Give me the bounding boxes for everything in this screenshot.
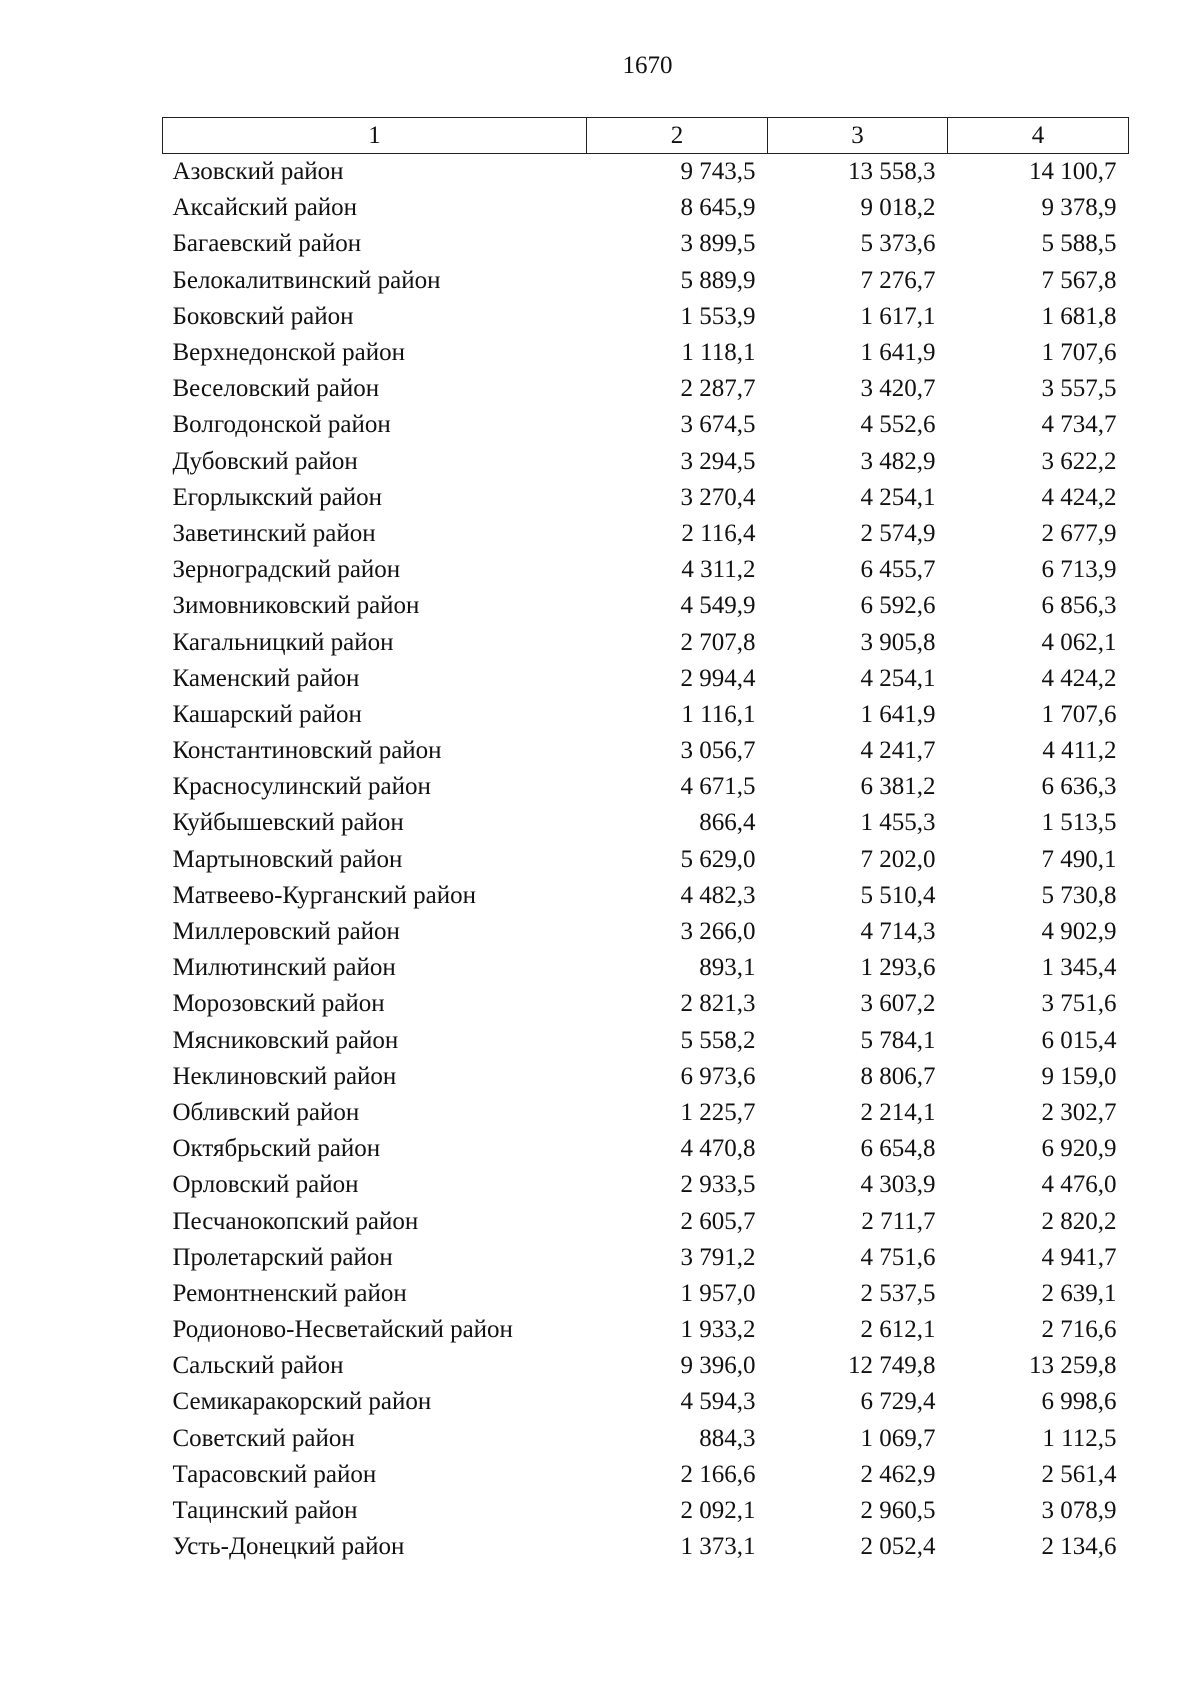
district-name-cell: Верхнедонской район xyxy=(172,339,405,367)
value-col3-cell: 5 373,6 xyxy=(860,230,936,258)
value-col3-cell: 1 641,9 xyxy=(860,339,936,367)
table-row xyxy=(163,769,1129,805)
value-col3-cell: 2 574,9 xyxy=(860,519,936,547)
value-col4-cell: 5 730,8 xyxy=(1041,881,1117,909)
value-col2-cell: 3 791,2 xyxy=(680,1243,756,1271)
district-name-cell: Зимовниковский район xyxy=(172,592,420,620)
value-col2-cell: 3 266,0 xyxy=(680,918,756,946)
table-row xyxy=(163,1384,1129,1420)
value-col2-cell: 2 707,8 xyxy=(680,628,756,656)
district-name-cell: Аксайский район xyxy=(172,194,358,222)
value-col3-cell: 3 905,8 xyxy=(860,628,936,656)
table-row xyxy=(163,371,1129,407)
value-col2-cell: 2 821,3 xyxy=(680,990,756,1018)
value-col3-cell: 6 654,8 xyxy=(860,1135,936,1163)
header-row xyxy=(163,118,1129,154)
value-col4-cell: 4 424,2 xyxy=(1041,664,1117,692)
value-col2-cell: 893,1 xyxy=(699,954,756,982)
district-name-cell: Азовский район xyxy=(172,158,344,186)
value-col4-cell: 6 015,4 xyxy=(1041,1026,1117,1054)
value-col2-cell: 1 553,9 xyxy=(680,302,756,330)
table-row xyxy=(163,407,1129,443)
district-name-cell: Матвеево-Курганский район xyxy=(172,881,477,909)
table-row xyxy=(163,1457,1129,1493)
value-col3-cell: 4 254,1 xyxy=(860,483,936,511)
value-col3-cell: 6 592,6 xyxy=(860,592,936,620)
value-col3-cell: 1 293,6 xyxy=(860,954,936,982)
district-name-cell: Тарасовский район xyxy=(172,1460,377,1488)
district-name-cell: Неклиновский район xyxy=(172,1062,397,1090)
value-col4-cell: 13 259,8 xyxy=(1029,1352,1117,1380)
value-col4-cell: 3 622,2 xyxy=(1041,447,1117,475)
district-name-cell: Багаевский район xyxy=(172,230,362,258)
value-col3-cell: 1 069,7 xyxy=(860,1424,936,1452)
value-col4-cell: 1 681,8 xyxy=(1041,302,1117,330)
table-row xyxy=(163,878,1129,914)
district-name-cell: Октябрьский район xyxy=(172,1135,381,1163)
value-col2-cell: 1 957,0 xyxy=(680,1279,756,1307)
value-col3-cell: 2 711,7 xyxy=(861,1207,936,1235)
value-col2-cell: 5 558,2 xyxy=(680,1026,756,1054)
value-col4-cell: 6 920,9 xyxy=(1041,1135,1117,1163)
value-col4-cell: 2 302,7 xyxy=(1041,1098,1117,1126)
value-col2-cell: 1 933,2 xyxy=(680,1316,756,1344)
table-row xyxy=(163,1348,1129,1384)
district-name-cell: Веселовский район xyxy=(172,375,380,403)
value-col2-cell: 2 166,6 xyxy=(680,1460,756,1488)
value-col3-cell: 3 607,2 xyxy=(860,990,936,1018)
value-col4-cell: 7 567,8 xyxy=(1041,266,1117,294)
district-name-cell: Орловский район xyxy=(172,1171,359,1199)
value-col3-cell: 12 749,8 xyxy=(848,1352,936,1380)
value-col2-cell: 2 092,1 xyxy=(680,1497,756,1525)
value-col4-cell: 3 751,6 xyxy=(1041,990,1117,1018)
value-col4-cell: 1 112,5 xyxy=(1042,1424,1117,1452)
district-name-cell: Пролетарский район xyxy=(172,1243,393,1271)
value-col2-cell: 3 674,5 xyxy=(680,411,756,439)
value-col2-cell: 3 899,5 xyxy=(680,230,756,258)
value-col2-cell: 1 116,1 xyxy=(681,700,756,728)
value-col3-cell: 1 641,9 xyxy=(860,700,936,728)
value-col4-cell: 9 159,0 xyxy=(1041,1062,1117,1090)
table-row xyxy=(163,480,1129,516)
value-col4-cell: 9 378,9 xyxy=(1041,194,1117,222)
value-col3-cell: 2 214,1 xyxy=(860,1098,936,1126)
value-col3-cell: 2 052,4 xyxy=(860,1533,936,1561)
value-col4-cell: 2 716,6 xyxy=(1041,1316,1117,1344)
value-col2-cell: 9 743,5 xyxy=(680,158,756,186)
value-col4-cell: 4 424,2 xyxy=(1041,483,1117,511)
district-name-cell: Мартыновский район xyxy=(172,845,403,873)
value-col4-cell: 2 639,1 xyxy=(1041,1279,1117,1307)
value-col4-cell: 6 998,6 xyxy=(1041,1388,1117,1416)
value-col3-cell: 3 420,7 xyxy=(860,375,936,403)
table-row xyxy=(163,1421,1129,1457)
value-col4-cell: 4 411,2 xyxy=(1042,737,1117,765)
value-col2-cell: 2 994,4 xyxy=(680,664,756,692)
value-col4-cell: 1 513,5 xyxy=(1041,809,1117,837)
table-row xyxy=(163,661,1129,697)
district-name-cell: Родионово-Несветайский район xyxy=(172,1316,513,1344)
district-name-cell: Морозовский район xyxy=(172,990,385,1018)
table-row xyxy=(163,1529,1129,1565)
header-cell-4: 4 xyxy=(948,118,1129,154)
value-col4-cell: 1 345,4 xyxy=(1041,954,1117,982)
value-col3-cell: 4 751,6 xyxy=(860,1243,936,1271)
value-col4-cell: 2 561,4 xyxy=(1041,1460,1117,1488)
table-row xyxy=(163,444,1129,480)
table-row xyxy=(163,914,1129,950)
header-cell-1: 1 xyxy=(163,118,587,154)
district-name-cell: Кашарский район xyxy=(172,700,362,728)
value-col4-cell: 2 820,2 xyxy=(1041,1207,1117,1235)
value-col2-cell: 6 973,6 xyxy=(680,1062,756,1090)
table-row xyxy=(163,1167,1129,1203)
value-col3-cell: 1 617,1 xyxy=(860,302,936,330)
table-row xyxy=(163,588,1129,624)
district-name-cell: Константиновский район xyxy=(172,737,442,765)
table-row xyxy=(163,1095,1129,1131)
value-col4-cell: 6 713,9 xyxy=(1041,556,1117,584)
district-name-cell: Егорлыкский район xyxy=(172,483,382,511)
value-col2-cell: 4 311,2 xyxy=(681,556,756,584)
value-col4-cell: 1 707,6 xyxy=(1041,700,1117,728)
table-row xyxy=(163,516,1129,552)
value-col3-cell: 4 714,3 xyxy=(860,918,936,946)
district-name-cell: Песчанокопский район xyxy=(172,1207,419,1235)
district-name-cell: Милютинский район xyxy=(172,954,396,982)
district-name-cell: Зерноградский район xyxy=(172,556,401,584)
value-col4-cell: 6 856,3 xyxy=(1041,592,1117,620)
value-col2-cell: 2 287,7 xyxy=(680,375,756,403)
value-col2-cell: 1 225,7 xyxy=(680,1098,756,1126)
district-name-cell: Советский район xyxy=(172,1424,355,1452)
value-col2-cell: 5 889,9 xyxy=(680,266,756,294)
table-row xyxy=(163,1023,1129,1059)
district-name-cell: Боковский район xyxy=(172,302,354,330)
value-col4-cell: 4 734,7 xyxy=(1041,411,1117,439)
value-col3-cell: 6 455,7 xyxy=(860,556,936,584)
value-col3-cell: 2 462,9 xyxy=(860,1460,936,1488)
district-name-cell: Красносулинский район xyxy=(172,773,431,801)
value-col2-cell: 2 933,5 xyxy=(680,1171,756,1199)
district-name-cell: Каменский район xyxy=(172,664,360,692)
value-col4-cell: 4 902,9 xyxy=(1041,918,1117,946)
district-name-cell: Мясниковский район xyxy=(172,1026,399,1054)
value-col3-cell: 9 018,2 xyxy=(860,194,936,222)
value-col2-cell: 866,4 xyxy=(699,809,756,837)
value-col3-cell: 8 806,7 xyxy=(860,1062,936,1090)
header-cell-3: 3 xyxy=(768,118,948,154)
value-col3-cell: 4 241,7 xyxy=(860,737,936,765)
value-col2-cell: 1 118,1 xyxy=(681,339,756,367)
value-col2-cell: 4 594,3 xyxy=(680,1388,756,1416)
value-col2-cell: 3 294,5 xyxy=(680,447,756,475)
table-row xyxy=(163,226,1129,262)
district-name-cell: Тацинский район xyxy=(172,1497,358,1525)
value-col4-cell: 4 476,0 xyxy=(1041,1171,1117,1199)
value-col3-cell: 6 381,2 xyxy=(860,773,936,801)
value-col2-cell: 4 671,5 xyxy=(680,773,756,801)
value-col3-cell: 5 784,1 xyxy=(860,1026,936,1054)
table-row xyxy=(163,154,1129,191)
table-header xyxy=(163,118,1129,154)
district-name-cell: Усть-Донецкий район xyxy=(172,1533,405,1561)
value-col2-cell: 8 645,9 xyxy=(680,194,756,222)
district-name-cell: Ремонтненский район xyxy=(172,1279,407,1307)
value-col3-cell: 7 276,7 xyxy=(860,266,936,294)
value-col4-cell: 2 677,9 xyxy=(1041,519,1117,547)
table-row xyxy=(163,624,1129,660)
value-col2-cell: 1 373,1 xyxy=(680,1533,756,1561)
district-name-cell: Семикаракорский район xyxy=(172,1388,432,1416)
value-col4-cell: 7 490,1 xyxy=(1041,845,1117,873)
value-col4-cell: 2 134,6 xyxy=(1041,1533,1117,1561)
table-row xyxy=(163,1059,1129,1095)
table-row xyxy=(163,842,1129,878)
value-col3-cell: 13 558,3 xyxy=(848,158,936,186)
value-col3-cell: 3 482,9 xyxy=(860,447,936,475)
value-col3-cell: 1 455,3 xyxy=(860,809,936,837)
value-col2-cell: 9 396,0 xyxy=(680,1352,756,1380)
value-col2-cell: 5 629,0 xyxy=(680,845,756,873)
district-name-cell: Заветинский район xyxy=(172,519,376,547)
value-col4-cell: 14 100,7 xyxy=(1029,158,1117,186)
district-name-cell: Дубовский район xyxy=(172,447,358,475)
header-cell-2: 2 xyxy=(587,118,768,154)
value-col2-cell: 4 482,3 xyxy=(680,881,756,909)
table-row xyxy=(163,1131,1129,1167)
value-col2-cell: 2 116,4 xyxy=(681,519,756,547)
value-col2-cell: 2 605,7 xyxy=(680,1207,756,1235)
district-name-cell: Миллеровский район xyxy=(172,918,400,946)
value-col3-cell: 7 202,0 xyxy=(860,845,936,873)
table-row xyxy=(163,697,1129,733)
district-name-cell: Волгодонской район xyxy=(172,411,391,439)
value-col3-cell: 6 729,4 xyxy=(860,1388,936,1416)
value-col2-cell: 3 056,7 xyxy=(680,737,756,765)
value-col3-cell: 2 612,1 xyxy=(860,1316,936,1344)
table-row xyxy=(163,733,1129,769)
value-col3-cell: 2 960,5 xyxy=(860,1497,936,1525)
value-col4-cell: 4 941,7 xyxy=(1041,1243,1117,1271)
table-row xyxy=(163,805,1129,841)
value-col4-cell: 6 636,3 xyxy=(1041,773,1117,801)
value-col3-cell: 4 303,9 xyxy=(860,1171,936,1199)
table-row xyxy=(163,1312,1129,1348)
district-table xyxy=(162,117,1128,1565)
table-row xyxy=(163,1203,1129,1239)
table-row xyxy=(163,263,1129,299)
value-col3-cell: 5 510,4 xyxy=(860,881,936,909)
value-col3-cell: 4 552,6 xyxy=(860,411,936,439)
district-name-cell: Обливский район xyxy=(172,1098,360,1126)
value-col2-cell: 884,3 xyxy=(699,1424,756,1452)
data-table xyxy=(162,117,1129,1565)
table-row xyxy=(163,1493,1129,1529)
district-name-cell: Куйбышевский район xyxy=(172,809,404,837)
value-col3-cell: 4 254,1 xyxy=(860,664,936,692)
district-name-cell: Белокалитвинский район xyxy=(172,266,441,294)
table-row xyxy=(163,950,1129,986)
table-row xyxy=(163,190,1129,226)
value-col4-cell: 3 557,5 xyxy=(1041,375,1117,403)
value-col3-cell: 2 537,5 xyxy=(860,1279,936,1307)
district-name-cell: Кагальницкий район xyxy=(172,628,394,656)
value-col2-cell: 4 470,8 xyxy=(680,1135,756,1163)
value-col4-cell: 3 078,9 xyxy=(1041,1497,1117,1525)
value-col2-cell: 4 549,9 xyxy=(680,592,756,620)
district-name-cell: Сальский район xyxy=(172,1352,344,1380)
table-body xyxy=(163,154,1129,1566)
value-col2-cell: 3 270,4 xyxy=(680,483,756,511)
table-row xyxy=(163,1276,1129,1312)
page-number: 1670 xyxy=(622,52,673,79)
table-row xyxy=(163,986,1129,1022)
table-row xyxy=(163,299,1129,335)
value-col4-cell: 4 062,1 xyxy=(1041,628,1117,656)
table-row xyxy=(163,1240,1129,1276)
table-row xyxy=(163,335,1129,371)
value-col4-cell: 1 707,6 xyxy=(1041,339,1117,367)
table-row xyxy=(163,552,1129,588)
value-col4-cell: 5 588,5 xyxy=(1041,230,1117,258)
